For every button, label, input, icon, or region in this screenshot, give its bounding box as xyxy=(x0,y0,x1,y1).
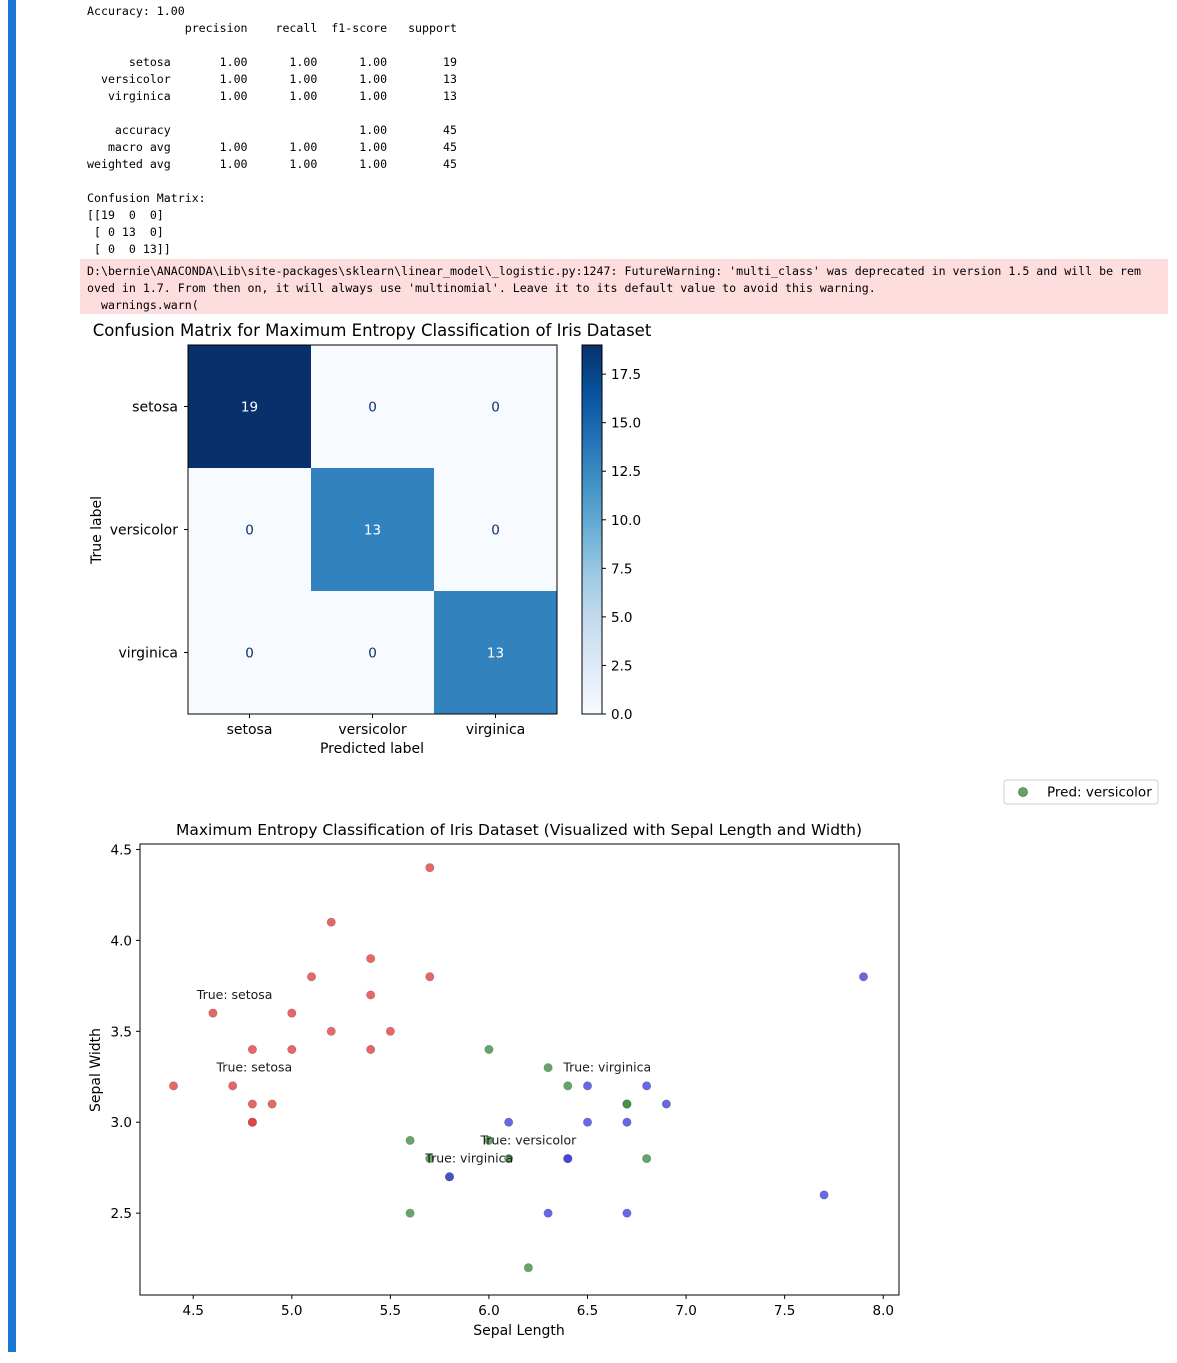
chart-title: Confusion Matrix for Maximum Entropy Classification of Iris Dataset xyxy=(92,321,652,340)
data-point xyxy=(504,1118,512,1126)
y-tick-label: 4.5 xyxy=(110,842,132,859)
data-point xyxy=(485,1045,493,1053)
colorbar-tick-label: 2.5 xyxy=(611,658,633,675)
y-tick-label: 4.0 xyxy=(110,933,132,950)
data-point xyxy=(327,918,335,926)
colorbar-tick-label: 7.5 xyxy=(611,561,633,578)
data-point xyxy=(386,1027,394,1035)
data-point xyxy=(642,1082,650,1090)
matrix-cell-value: 0 xyxy=(368,645,377,662)
point-annotation: True: versicolor xyxy=(480,1132,577,1148)
data-point xyxy=(445,1173,453,1181)
data-point xyxy=(248,1100,256,1108)
y-tick-label: versicolor xyxy=(109,522,178,539)
data-point xyxy=(169,1082,177,1090)
data-point xyxy=(288,1045,296,1053)
colorbar xyxy=(582,345,602,714)
matrix-cell-value: 0 xyxy=(368,399,377,416)
data-point xyxy=(544,1063,552,1071)
y-axis-label: True label xyxy=(89,495,105,565)
data-point xyxy=(228,1082,236,1090)
y-tick-label: 3.5 xyxy=(110,1024,132,1041)
data-point xyxy=(642,1154,650,1162)
x-tick-label: setosa xyxy=(226,722,273,738)
data-point xyxy=(248,1118,256,1126)
data-point xyxy=(623,1209,631,1217)
data-point xyxy=(623,1100,631,1108)
data-point xyxy=(662,1100,670,1108)
matrix-cell-value: 13 xyxy=(363,522,382,539)
x-tick-label: virginica xyxy=(465,722,526,738)
scatter-chart xyxy=(0,770,1177,1345)
point-annotation: True: setosa xyxy=(216,1059,293,1075)
x-tick-label: 4.5 xyxy=(182,1303,204,1319)
data-point xyxy=(820,1191,828,1199)
data-point xyxy=(564,1154,572,1162)
warning-output xyxy=(80,259,1168,314)
colorbar-tick-label: 15.0 xyxy=(611,415,642,432)
x-tick-label: 7.5 xyxy=(773,1303,796,1319)
data-point xyxy=(859,973,867,981)
data-point xyxy=(366,1045,374,1053)
matrix-cell-value: 13 xyxy=(486,645,505,662)
matrix-cell-value: 0 xyxy=(491,399,500,416)
confusion-matrix-chart xyxy=(0,316,720,764)
matrix-cell-value: 0 xyxy=(245,645,254,662)
x-axis-label: Sepal Length xyxy=(473,1323,565,1339)
x-tick-label: versicolor xyxy=(338,722,407,738)
data-point xyxy=(544,1209,552,1217)
legend-label: Pred: versicolor xyxy=(1047,784,1152,801)
data-point xyxy=(268,1100,276,1108)
point-annotation: True: virginica xyxy=(563,1059,652,1075)
colorbar-tick-label: 10.0 xyxy=(611,512,642,529)
matrix-cell-value: 0 xyxy=(245,522,254,539)
data-point xyxy=(307,973,315,981)
data-point xyxy=(406,1209,414,1217)
x-tick-label: 8.0 xyxy=(872,1303,894,1319)
data-point xyxy=(426,863,434,871)
chart-title: Maximum Entropy Classification of Iris Dataset (Visualized with Sepal Length and Width) xyxy=(175,821,863,839)
classification-report-output: Accuracy: 1.00 precision recall f1-score support setosa 1.00 1.00 1.00 19 versicolor 1.00 1.00 1.00 13 virginica 1.00 1.00 1.00 13 accuracy 1.00 45 macro avg 1.00 1.00 1.00 45 weighted avg 1.00 1.00 1.00 45 Confusion Matrix: [[19 0 0] [ 0 13 0] [ 0 0 13]] xyxy=(87,4,457,256)
data-point xyxy=(583,1118,591,1126)
colorbar-tick-label: 17.5 xyxy=(611,367,642,384)
y-tick-label: 3.0 xyxy=(110,1115,132,1132)
matrix-cell-value: 0 xyxy=(491,522,500,539)
x-tick-label: 6.0 xyxy=(478,1303,500,1319)
y-axis-label: Sepal Width xyxy=(88,1028,104,1112)
data-point xyxy=(406,1136,414,1144)
y-tick-label: virginica xyxy=(118,645,178,662)
y-tick-label: 2.5 xyxy=(110,1206,132,1223)
data-point xyxy=(248,1045,256,1053)
colorbar-tick-label: 5.0 xyxy=(611,609,633,626)
data-point xyxy=(327,1027,335,1035)
data-point xyxy=(209,1009,217,1017)
point-annotation: True: virginica xyxy=(425,1150,514,1166)
legend xyxy=(1004,780,1158,804)
x-tick-label: 5.5 xyxy=(379,1303,402,1319)
x-tick-label: 5.0 xyxy=(281,1303,303,1319)
warning-text: D:\bernie\ANACONDA\Lib\site-packages\sklearn\linear_model\_logistic.py:1247: FutureWarning: 'multi_class' was deprecated in version 1.5 and will be rem oved in 1.7. From then on, it will always use 'multinomial'. Leave it to its default value to avoid this warning. warnings.warn( xyxy=(87,264,1141,312)
data-point xyxy=(583,1082,591,1090)
y-tick-label: setosa xyxy=(132,399,178,416)
data-point xyxy=(524,1264,532,1272)
colorbar-tick-label: 0.0 xyxy=(611,707,633,723)
data-point xyxy=(623,1118,631,1126)
data-point xyxy=(564,1082,572,1090)
matrix-cell-value: 19 xyxy=(240,399,259,416)
x-axis-label: Predicted label xyxy=(319,741,425,757)
x-tick-label: 7.0 xyxy=(675,1303,697,1319)
data-point xyxy=(426,973,434,981)
data-point xyxy=(288,1009,296,1017)
legend-marker xyxy=(1019,788,1028,797)
data-point xyxy=(366,954,374,962)
point-annotation: True: setosa xyxy=(196,986,273,1002)
data-point xyxy=(366,991,374,999)
x-tick-label: 6.5 xyxy=(576,1303,599,1319)
colorbar-tick-label: 12.5 xyxy=(611,464,642,481)
